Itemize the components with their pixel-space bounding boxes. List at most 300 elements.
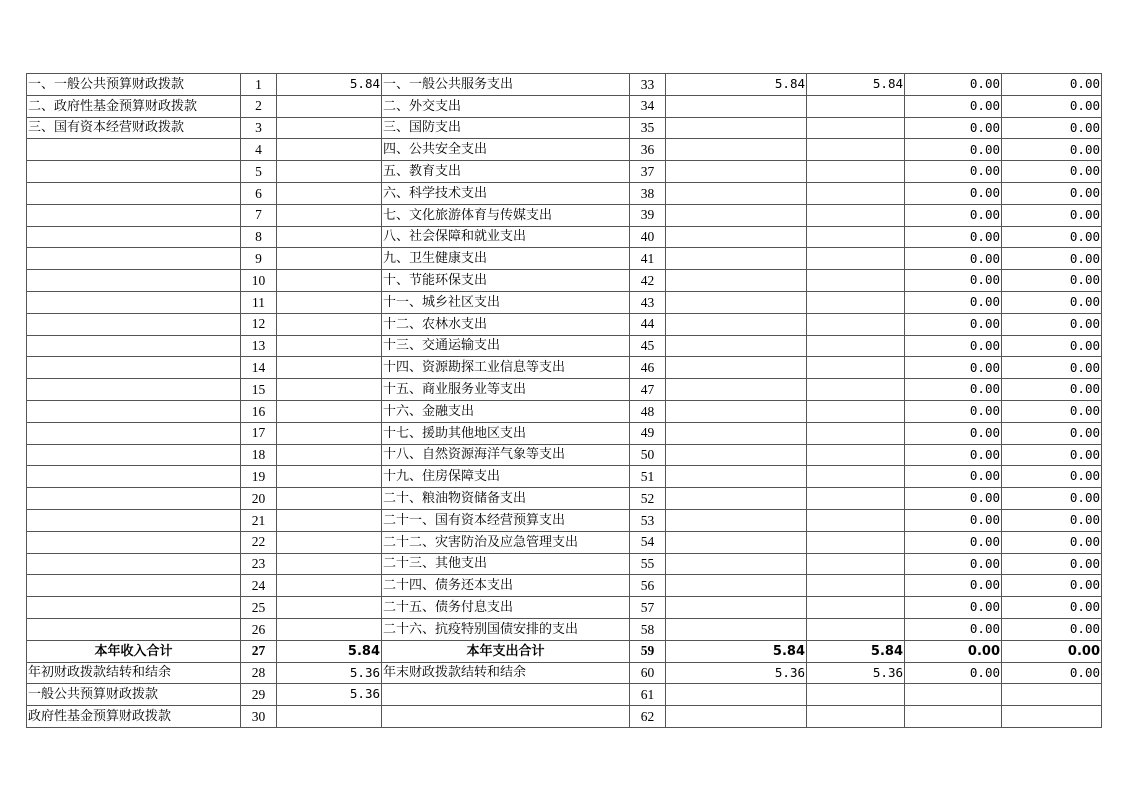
expense-state-capital: 0.00: [1002, 117, 1102, 139]
expense-line-number: 43: [630, 291, 666, 313]
expense-total: 5.36: [666, 662, 807, 684]
expense-fund-budget: 0.00: [905, 291, 1002, 313]
table-row: [27, 161, 1102, 183]
expense-general-budget: [807, 706, 905, 728]
expense-state-capital: 0.00: [1002, 379, 1102, 401]
expense-general-budget: [807, 291, 905, 313]
expense-general-budget: [807, 270, 905, 292]
income-amount: 5.36: [277, 684, 382, 706]
expense-label: 二十六、抗疫特别国债安排的支出: [382, 618, 630, 640]
table-row: [27, 74, 1102, 96]
expense-line-number: 57: [630, 597, 666, 619]
expense-total: [666, 182, 807, 204]
income-line-number: 13: [241, 335, 277, 357]
expense-state-capital: 0.00: [1002, 357, 1102, 379]
table-body: [27, 74, 1102, 728]
expense-state-capital: 0.00: [1002, 204, 1102, 226]
income-line-number: 5: [241, 161, 277, 183]
expense-line-number: 56: [630, 575, 666, 597]
income-amount: [277, 313, 382, 335]
expense-general-budget: 5.36: [807, 662, 905, 684]
income-line-number: 4: [241, 139, 277, 161]
expense-general-budget: [807, 248, 905, 270]
expense-general-budget: [807, 444, 905, 466]
income-line-number: 28: [241, 662, 277, 684]
income-label: [27, 248, 241, 270]
income-line-number: 27: [241, 640, 277, 662]
expense-label: 二十二、灾害防治及应急管理支出: [382, 531, 630, 553]
expense-fund-budget: [905, 706, 1002, 728]
table-row: [27, 466, 1102, 488]
expense-general-budget: [807, 466, 905, 488]
expense-state-capital: 0.00: [1002, 95, 1102, 117]
income-label: [27, 357, 241, 379]
income-label: [27, 575, 241, 597]
expense-line-number: 59: [630, 640, 666, 662]
expense-total: [666, 400, 807, 422]
expense-general-budget: [807, 95, 905, 117]
expense-state-capital: 0.00: [1002, 466, 1102, 488]
income-line-number: 21: [241, 509, 277, 531]
table-row: [27, 95, 1102, 117]
expense-total: [666, 139, 807, 161]
expense-state-capital: 0.00: [1002, 313, 1102, 335]
expense-label: 八、社会保障和就业支出: [382, 226, 630, 248]
expense-fund-budget: 0.00: [905, 95, 1002, 117]
income-amount: [277, 270, 382, 292]
expense-general-budget: [807, 357, 905, 379]
expense-general-budget: [807, 400, 905, 422]
income-line-number: 29: [241, 684, 277, 706]
expense-label: 十四、资源勘探工业信息等支出: [382, 357, 630, 379]
expense-total: [666, 379, 807, 401]
income-amount: [277, 139, 382, 161]
income-label: [27, 204, 241, 226]
expense-line-number: 38: [630, 182, 666, 204]
expense-general-budget: [807, 422, 905, 444]
expense-label: 十七、援助其他地区支出: [382, 422, 630, 444]
income-line-number: 17: [241, 422, 277, 444]
expense-general-budget: [807, 509, 905, 531]
expense-general-budget: [807, 226, 905, 248]
expense-fund-budget: 0.00: [905, 553, 1002, 575]
expense-state-capital: 0.00: [1002, 291, 1102, 313]
income-label: 一、一般公共预算财政拨款: [27, 74, 241, 96]
expense-line-number: 62: [630, 706, 666, 728]
income-amount: [277, 204, 382, 226]
expense-general-budget: [807, 335, 905, 357]
expense-state-capital: 0.00: [1002, 182, 1102, 204]
expense-fund-budget: 0.00: [905, 640, 1002, 662]
table-row: [27, 618, 1102, 640]
expense-state-capital: 0.00: [1002, 509, 1102, 531]
expense-line-number: 53: [630, 509, 666, 531]
expense-state-capital: 0.00: [1002, 74, 1102, 96]
expense-state-capital: 0.00: [1002, 226, 1102, 248]
expense-total: [666, 313, 807, 335]
income-label: 三、国有资本经营财政拨款: [27, 117, 241, 139]
income-line-number: 6: [241, 182, 277, 204]
income-line-number: 14: [241, 357, 277, 379]
income-amount: [277, 488, 382, 510]
income-line-number: 3: [241, 117, 277, 139]
income-line-number: 9: [241, 248, 277, 270]
expense-fund-budget: 0.00: [905, 270, 1002, 292]
expense-total: [666, 706, 807, 728]
expense-total: [666, 553, 807, 575]
table-row: [27, 335, 1102, 357]
expense-label: 三、国防支出: [382, 117, 630, 139]
expense-label: 九、卫生健康支出: [382, 248, 630, 270]
table-row: [27, 684, 1102, 706]
expense-fund-budget: 0.00: [905, 422, 1002, 444]
expense-fund-budget: 0.00: [905, 662, 1002, 684]
expense-total: [666, 488, 807, 510]
table-row: [27, 248, 1102, 270]
income-line-number: 11: [241, 291, 277, 313]
expense-total: [666, 575, 807, 597]
table-row: [27, 422, 1102, 444]
income-line-number: 26: [241, 618, 277, 640]
expense-state-capital: 0.00: [1002, 139, 1102, 161]
income-label: 本年收入合计: [27, 640, 241, 662]
table-row: [27, 531, 1102, 553]
expense-total: [666, 161, 807, 183]
expense-general-budget: [807, 139, 905, 161]
expense-label: 二十三、其他支出: [382, 553, 630, 575]
expense-fund-budget: 0.00: [905, 400, 1002, 422]
expense-line-number: 44: [630, 313, 666, 335]
income-line-number: 22: [241, 531, 277, 553]
expense-label: 十、节能环保支出: [382, 270, 630, 292]
income-amount: [277, 182, 382, 204]
expense-total: [666, 226, 807, 248]
expense-line-number: 39: [630, 204, 666, 226]
expense-total: [666, 597, 807, 619]
income-line-number: 1: [241, 74, 277, 96]
income-label: [27, 379, 241, 401]
income-label: [27, 509, 241, 531]
income-label: [27, 139, 241, 161]
income-amount: [277, 95, 382, 117]
income-amount: 5.84: [277, 640, 382, 662]
expense-fund-budget: 0.00: [905, 204, 1002, 226]
expense-total: 5.84: [666, 640, 807, 662]
expense-label: 十二、农林水支出: [382, 313, 630, 335]
income-label: [27, 488, 241, 510]
expense-general-budget: 5.84: [807, 74, 905, 96]
table-row: [27, 553, 1102, 575]
income-label: [27, 466, 241, 488]
income-amount: [277, 357, 382, 379]
table-row: [27, 597, 1102, 619]
expense-general-budget: [807, 531, 905, 553]
expense-label: 六、科学技术支出: [382, 182, 630, 204]
income-amount: [277, 379, 382, 401]
income-amount: [277, 531, 382, 553]
income-label: 政府性基金预算财政拨款: [27, 706, 241, 728]
table-row: [27, 117, 1102, 139]
income-amount: [277, 400, 382, 422]
expense-line-number: 48: [630, 400, 666, 422]
expense-line-number: 33: [630, 74, 666, 96]
income-amount: [277, 597, 382, 619]
income-line-number: 23: [241, 553, 277, 575]
expense-fund-budget: 0.00: [905, 509, 1002, 531]
expense-state-capital: [1002, 684, 1102, 706]
expense-total: [666, 270, 807, 292]
expense-total: [666, 422, 807, 444]
income-label: [27, 422, 241, 444]
expense-fund-budget: 0.00: [905, 182, 1002, 204]
income-label: [27, 182, 241, 204]
expense-general-budget: 5.84: [807, 640, 905, 662]
expense-state-capital: 0.00: [1002, 335, 1102, 357]
expense-label: 五、教育支出: [382, 161, 630, 183]
income-label: [27, 226, 241, 248]
expense-state-capital: 0.00: [1002, 553, 1102, 575]
expense-fund-budget: [905, 684, 1002, 706]
income-amount: [277, 618, 382, 640]
expense-general-budget: [807, 684, 905, 706]
table-row: [27, 204, 1102, 226]
income-line-number: 18: [241, 444, 277, 466]
expense-fund-budget: 0.00: [905, 161, 1002, 183]
expense-state-capital: [1002, 706, 1102, 728]
expense-fund-budget: 0.00: [905, 379, 1002, 401]
income-amount: [277, 466, 382, 488]
income-amount: [277, 226, 382, 248]
expense-state-capital: 0.00: [1002, 161, 1102, 183]
expense-fund-budget: 0.00: [905, 466, 1002, 488]
income-amount: [277, 335, 382, 357]
expense-label: 十六、金融支出: [382, 400, 630, 422]
expense-total: [666, 466, 807, 488]
table-row: [27, 139, 1102, 161]
expense-fund-budget: 0.00: [905, 117, 1002, 139]
expense-total: [666, 95, 807, 117]
expense-state-capital: 0.00: [1002, 400, 1102, 422]
table-row: [27, 575, 1102, 597]
expense-general-budget: [807, 488, 905, 510]
income-line-number: 19: [241, 466, 277, 488]
expense-line-number: 35: [630, 117, 666, 139]
income-amount: 5.84: [277, 74, 382, 96]
expense-total: [666, 357, 807, 379]
income-label: [27, 444, 241, 466]
expense-fund-budget: 0.00: [905, 248, 1002, 270]
expense-total: [666, 509, 807, 531]
income-label: [27, 618, 241, 640]
expense-total: [666, 335, 807, 357]
expense-state-capital: 0.00: [1002, 248, 1102, 270]
expense-state-capital: 0.00: [1002, 662, 1102, 684]
expense-label: 十五、商业服务业等支出: [382, 379, 630, 401]
table-row: [27, 357, 1102, 379]
income-line-number: 8: [241, 226, 277, 248]
expense-label: 二十一、国有资本经营预算支出: [382, 509, 630, 531]
expense-label: 一、一般公共服务支出: [382, 74, 630, 96]
expense-line-number: 37: [630, 161, 666, 183]
income-label: 年初财政拨款结转和结余: [27, 662, 241, 684]
income-amount: [277, 575, 382, 597]
expense-total: [666, 684, 807, 706]
expense-fund-budget: 0.00: [905, 575, 1002, 597]
expense-general-budget: [807, 379, 905, 401]
expense-line-number: 51: [630, 466, 666, 488]
expense-state-capital: 0.00: [1002, 618, 1102, 640]
expense-state-capital: 0.00: [1002, 444, 1102, 466]
expense-fund-budget: 0.00: [905, 618, 1002, 640]
expense-general-budget: [807, 575, 905, 597]
income-amount: [277, 248, 382, 270]
table-row: [27, 313, 1102, 335]
income-label: [27, 335, 241, 357]
expense-label: 十八、自然资源海洋气象等支出: [382, 444, 630, 466]
expense-general-budget: [807, 553, 905, 575]
expense-line-number: 40: [630, 226, 666, 248]
expense-total: [666, 618, 807, 640]
expense-label: 四、公共安全支出: [382, 139, 630, 161]
expense-state-capital: 0.00: [1002, 640, 1102, 662]
income-line-number: 7: [241, 204, 277, 226]
income-line-number: 30: [241, 706, 277, 728]
expense-fund-budget: 0.00: [905, 357, 1002, 379]
income-line-number: 10: [241, 270, 277, 292]
expense-total: [666, 531, 807, 553]
expense-line-number: 58: [630, 618, 666, 640]
table-row: [27, 291, 1102, 313]
income-label: 二、政府性基金预算财政拨款: [27, 95, 241, 117]
expense-fund-budget: 0.00: [905, 488, 1002, 510]
income-amount: [277, 161, 382, 183]
expense-general-budget: [807, 597, 905, 619]
income-line-number: 16: [241, 400, 277, 422]
expense-line-number: 55: [630, 553, 666, 575]
income-amount: [277, 117, 382, 139]
income-amount: [277, 706, 382, 728]
expense-general-budget: [807, 182, 905, 204]
expense-state-capital: 0.00: [1002, 575, 1102, 597]
expense-total: [666, 291, 807, 313]
income-line-number: 24: [241, 575, 277, 597]
income-label: [27, 161, 241, 183]
expense-label: 二十五、债务付息支出: [382, 597, 630, 619]
expense-line-number: 45: [630, 335, 666, 357]
expense-line-number: 36: [630, 139, 666, 161]
table-row: [27, 662, 1102, 684]
expense-label: [382, 706, 630, 728]
income-line-number: 15: [241, 379, 277, 401]
table-row: [27, 488, 1102, 510]
expense-total: [666, 117, 807, 139]
income-amount: 5.36: [277, 662, 382, 684]
expense-total: [666, 444, 807, 466]
expense-label: 二、外交支出: [382, 95, 630, 117]
expense-label: 本年支出合计: [382, 640, 630, 662]
table-row: [27, 400, 1102, 422]
expense-total: [666, 204, 807, 226]
expense-label: 十三、交通运输支出: [382, 335, 630, 357]
expense-label: [382, 684, 630, 706]
expense-label: 十九、住房保障支出: [382, 466, 630, 488]
table-row: [27, 509, 1102, 531]
expense-state-capital: 0.00: [1002, 422, 1102, 444]
expense-state-capital: 0.00: [1002, 597, 1102, 619]
expense-fund-budget: 0.00: [905, 335, 1002, 357]
table-row: [27, 182, 1102, 204]
income-label: [27, 597, 241, 619]
expense-line-number: 46: [630, 357, 666, 379]
expense-fund-budget: 0.00: [905, 226, 1002, 248]
expense-state-capital: 0.00: [1002, 531, 1102, 553]
expense-total: 5.84: [666, 74, 807, 96]
expense-label: 二十、粮油物资储备支出: [382, 488, 630, 510]
expense-line-number: 52: [630, 488, 666, 510]
expense-label: 十一、城乡社区支出: [382, 291, 630, 313]
income-amount: [277, 422, 382, 444]
expense-state-capital: 0.00: [1002, 270, 1102, 292]
expense-line-number: 34: [630, 95, 666, 117]
income-label: [27, 553, 241, 575]
expense-fund-budget: 0.00: [905, 139, 1002, 161]
income-amount: [277, 291, 382, 313]
income-amount: [277, 553, 382, 575]
income-line-number: 25: [241, 597, 277, 619]
total-row: [27, 640, 1102, 662]
expense-total: [666, 248, 807, 270]
income-line-number: 2: [241, 95, 277, 117]
expense-line-number: 60: [630, 662, 666, 684]
expense-label: 年末财政拨款结转和结余: [382, 662, 630, 684]
table-row: [27, 226, 1102, 248]
expense-general-budget: [807, 313, 905, 335]
expense-state-capital: 0.00: [1002, 488, 1102, 510]
income-label: [27, 531, 241, 553]
income-label: [27, 400, 241, 422]
table-row: [27, 270, 1102, 292]
expense-general-budget: [807, 117, 905, 139]
fiscal-budget-table: [26, 73, 1102, 728]
expense-line-number: 49: [630, 422, 666, 444]
expense-line-number: 41: [630, 248, 666, 270]
expense-fund-budget: 0.00: [905, 313, 1002, 335]
expense-line-number: 47: [630, 379, 666, 401]
income-label: 一般公共预算财政拨款: [27, 684, 241, 706]
table-row: [27, 379, 1102, 401]
table-row: [27, 706, 1102, 728]
expense-fund-budget: 0.00: [905, 74, 1002, 96]
income-amount: [277, 444, 382, 466]
expense-fund-budget: 0.00: [905, 597, 1002, 619]
income-label: [27, 313, 241, 335]
expense-line-number: 54: [630, 531, 666, 553]
expense-label: 二十四、债务还本支出: [382, 575, 630, 597]
expense-general-budget: [807, 618, 905, 640]
expense-general-budget: [807, 204, 905, 226]
table-row: [27, 444, 1102, 466]
expense-fund-budget: 0.00: [905, 444, 1002, 466]
income-label: [27, 270, 241, 292]
income-line-number: 20: [241, 488, 277, 510]
expense-line-number: 50: [630, 444, 666, 466]
income-label: [27, 291, 241, 313]
income-amount: [277, 509, 382, 531]
expense-label: 七、文化旅游体育与传媒支出: [382, 204, 630, 226]
expense-line-number: 42: [630, 270, 666, 292]
expense-line-number: 61: [630, 684, 666, 706]
income-line-number: 12: [241, 313, 277, 335]
